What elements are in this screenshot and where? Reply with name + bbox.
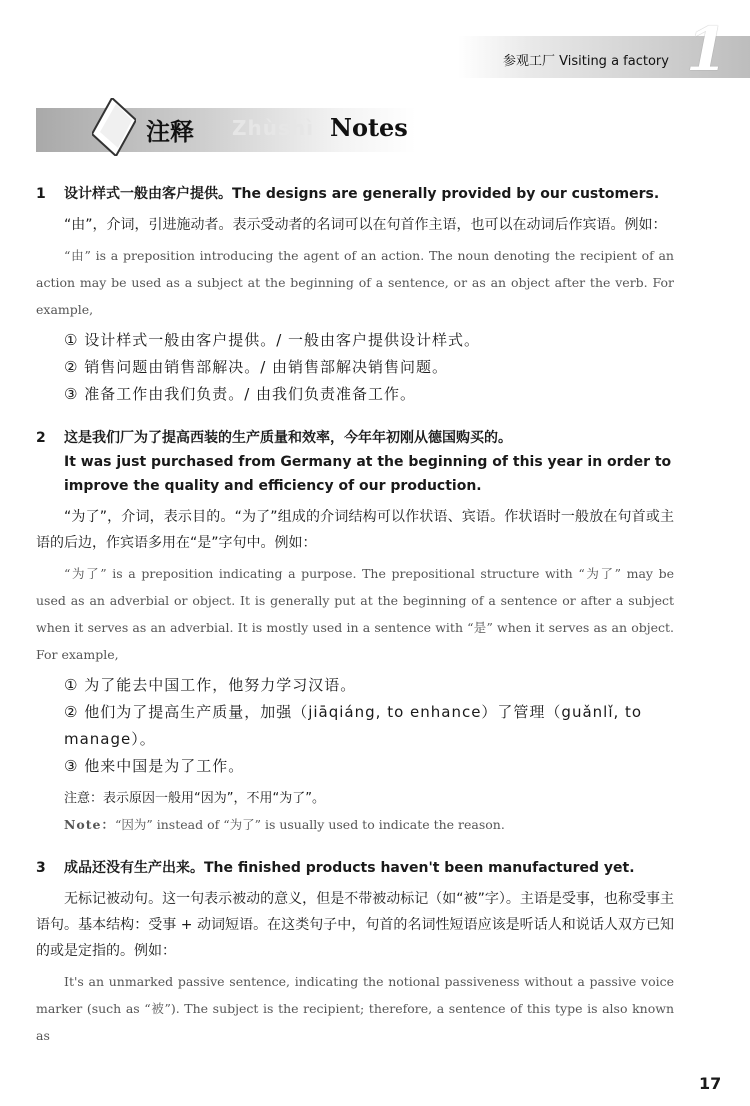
note-number: 1 (36, 186, 46, 202)
note-title: 设计样式一般由客户提供。The designs are generally provided by our customers. (64, 186, 660, 202)
chapter-number: 1 (686, 15, 728, 85)
banner-tab-icon (92, 98, 136, 156)
attention-text: “因为” instead of “为了” is usually used to indicate the reason. (115, 817, 505, 832)
note-1 (36, 182, 674, 408)
section-title-cn: 注释 (146, 118, 194, 146)
note-title-block (64, 426, 674, 498)
attention-note-en (64, 812, 674, 838)
note-heading (36, 856, 674, 880)
example-item: ① 为了能去中国工作，他努力学习汉语。 (64, 676, 357, 694)
note-heading (36, 426, 674, 498)
note-number: 3 (36, 860, 46, 876)
page-number: 17 (699, 1074, 722, 1093)
example-list (64, 327, 674, 408)
notes-content (36, 182, 674, 1067)
note-title: 这是我们厂为了提高西装的生产质量和效率，今年年初刚从德国购买的。 (64, 430, 512, 446)
note-title: 成品还没有生产出来。The finished products haven't been manufactured yet. (64, 860, 635, 876)
note-explanation-cn: “为了”，介词，表示目的。“为了”组成的介词结构可以作状语、宾语。作状语时一般放在句首或主语的后边，作宾语多用在“是”字句中。例如： (36, 509, 674, 551)
section-title-pinyin: Zhùshì (232, 116, 314, 140)
note-heading (36, 182, 674, 206)
note-explanation-cn: 无标记被动句。这一句表示被动的意义，但是不带被动标记（如“被”字）。主语是受事，也称受事主语句。基本结构：受事 + 动词短语。在这类句子中，句首的名词性短语应该是听话人和说话人双方已知的或是定指的。例如： (36, 891, 674, 959)
note-2 (36, 426, 674, 838)
section-title-en: Notes (330, 113, 408, 142)
note-3 (36, 856, 674, 1049)
note-explanation-en: It's an unmarked passive sentence, indicating the notional passiveness without a passive voice marker (such as “被”). The subject is the recipient; therefore, a sentence of this type is also known as (36, 974, 674, 1043)
note-number: 2 (36, 430, 46, 446)
example-item: ③ 他来中国是为了工作。 (64, 757, 245, 775)
note-title-en: It was just purchased from Germany at the beginning of this year in order to improve the quality and efficiency of our production. (64, 454, 672, 494)
example-item: ① 设计样式一般由客户提供。/ 一般由客户提供设计样式。 (64, 331, 481, 349)
note-explanation-en: “由” is a preposition introducing the agent of an action. The noun denoting the recipient of an action may be used as a subject at the beginning of a sentence, or as an object after the verb. For example, (36, 248, 674, 317)
attention-label: Note： (64, 817, 115, 832)
note-explanation-cn: “由”，介词，引进施动者。表示受动者的名词可以在句首作主语，也可以在动词后作宾语。例如： (64, 217, 667, 233)
attention-note-cn: 注意：表示原因一般用“因为”，不用“为了”。 (64, 791, 325, 806)
example-item: ② 他们为了提高生产质量，加强（jiāqiáng, to enhance）了管理（guǎnlǐ, to manage）。 (64, 703, 643, 748)
example-item: ③ 准备工作由我们负责。/ 由我们负责准备工作。 (64, 385, 417, 403)
note-explanation-en: “为了” is a preposition indicating a purpose. The prepositional structure with “为了” may be used as an adverbial or object. It is generally put at the beginning of a sentence or after a subject when it serves as an adverbial. It is mostly used in a sentence with “是” when it serves as an object. For example, (36, 566, 674, 662)
chapter-title: 参观工厂 Visiting a factory (503, 54, 669, 69)
example-item: ② 销售问题由销售部解决。/ 由销售部解决销售问题。 (64, 358, 449, 376)
example-list (64, 672, 674, 780)
